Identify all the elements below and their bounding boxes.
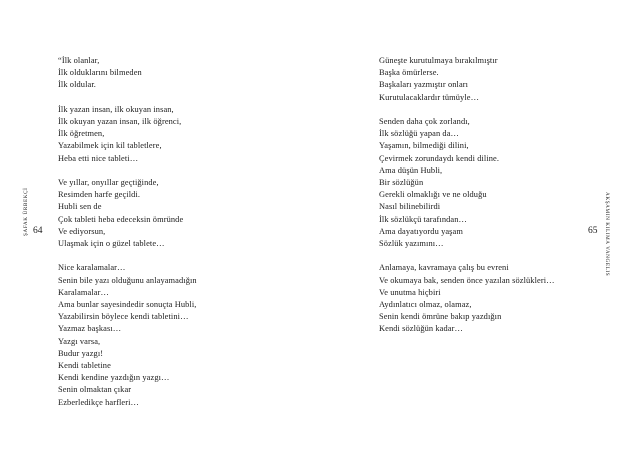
poem-line: Başka ömürlerse.	[379, 68, 439, 78]
poem-line: Bir sözlüğün	[379, 178, 424, 188]
poem-line: Kendi tabletine	[58, 361, 111, 371]
poem-line: Senden daha çok zorlandı,	[379, 117, 470, 126]
poem-line: Ama dayatıyordu yaşam	[379, 226, 463, 236]
stanza	[379, 55, 629, 104]
poem-line: Nasıl bilinebilirdi	[379, 202, 441, 212]
poem-line: Ve ediyorsun,	[58, 226, 106, 236]
poem-line: Yazabilirsin böylece kendi tabletini…	[58, 312, 189, 322]
poem-line: İlk oldular.	[58, 80, 96, 90]
poem-line: Senin olmaktan çıkar	[58, 385, 132, 395]
page-number: 64	[33, 226, 43, 236]
poem-line: Ezberledikçe harfleri…	[58, 397, 140, 407]
poem-line: Gerekli olmaklığı ve ne olduğu	[379, 190, 487, 200]
poem-line: Anlamaya, kavramaya çalış bu evreni	[379, 263, 509, 273]
running-head-title: AKŞAMIN KILIMA VANGELIS	[604, 192, 610, 277]
poem-line: İlk okuyan yazan insan, ilk öğrenci,	[58, 117, 182, 126]
poem-line: Ama düşün Hubli,	[379, 165, 443, 175]
poem-line: Kurutulacaklardır tümüyle…	[379, 92, 480, 102]
stanza	[58, 104, 308, 165]
poem-text	[58, 55, 308, 421]
poem-line: Nice karalamalar…	[58, 263, 126, 273]
poem-line: İlk öğretmen,	[58, 129, 105, 139]
poem-line: Karalamalar…	[58, 287, 109, 297]
poem-line: Senin bile yazı olduğunu anlayamadığın	[58, 275, 197, 285]
poem-line: Ama bunlar sayesindedir sonuçta Hubli,	[58, 300, 197, 310]
poem-line: Sözlük yazımını…	[379, 239, 444, 249]
poem-line: Ulaşmak için o güzel tablete…	[58, 239, 165, 249]
poem-line: İlk sözlükçü tarafından…	[379, 214, 467, 224]
right-page	[319, 0, 638, 461]
poem-line: Kendi kendine yazdığın yazgı…	[58, 373, 170, 383]
poem-line: Budur yazgı!	[58, 348, 104, 358]
poem-text	[379, 55, 629, 348]
poem-line: İlk olduklarını bilmeden	[58, 68, 142, 78]
poem-line: Ve yıllar, onyıllar geçtiğinde,	[58, 178, 159, 187]
stanza	[379, 116, 629, 250]
poem-line: Kendi sözlüğün kadar…	[379, 324, 463, 334]
poem-line: İlk sözlüğü yapan da…	[379, 129, 460, 139]
stanza	[58, 262, 308, 408]
poem-line: Yaşamın, bilmediği dilini,	[379, 141, 469, 151]
poem-line: Yazabilmek için kil tabletlere,	[58, 141, 162, 151]
page-number: 65	[588, 226, 598, 236]
poem-line: Heba etti nice tableti…	[58, 153, 139, 163]
stanza	[58, 177, 308, 250]
running-head-author: ŞAFAK ÜRBEKÇİ	[23, 187, 29, 236]
poem-line: “İlk olanlar,	[58, 56, 100, 65]
poem-line: Yazmaz başkası…	[58, 324, 122, 334]
poem-line: Güneşte kurutulmaya bırakılmıştır	[379, 56, 498, 65]
poem-line: Hubli sen de	[58, 202, 102, 212]
poem-line: Başkaları yazmıştır onları	[379, 80, 469, 90]
poem-line: Resimden harfe geçildi.	[58, 190, 141, 200]
poem-line: Çevirmek zorundaydı kendi diline.	[379, 153, 500, 163]
stanza	[58, 55, 308, 92]
poem-line: Senin kendi ömrüne bakıp yazdığın	[379, 312, 502, 322]
poem-line: Aydınlatıcı olmaz, olamaz,	[379, 300, 472, 310]
poem-line: İlk yazan insan, ilk okuyan insan,	[58, 104, 174, 114]
poem-line: Ve okumaya bak, senden önce yazılan sözlükleri…	[379, 275, 555, 285]
poem-line: Ve unutma hiçbiri	[379, 287, 441, 297]
poem-line: Yazgı varsa,	[58, 336, 101, 346]
stanza	[379, 262, 629, 335]
poem-line: Çok tableti heba edeceksin ömründe	[58, 214, 184, 224]
